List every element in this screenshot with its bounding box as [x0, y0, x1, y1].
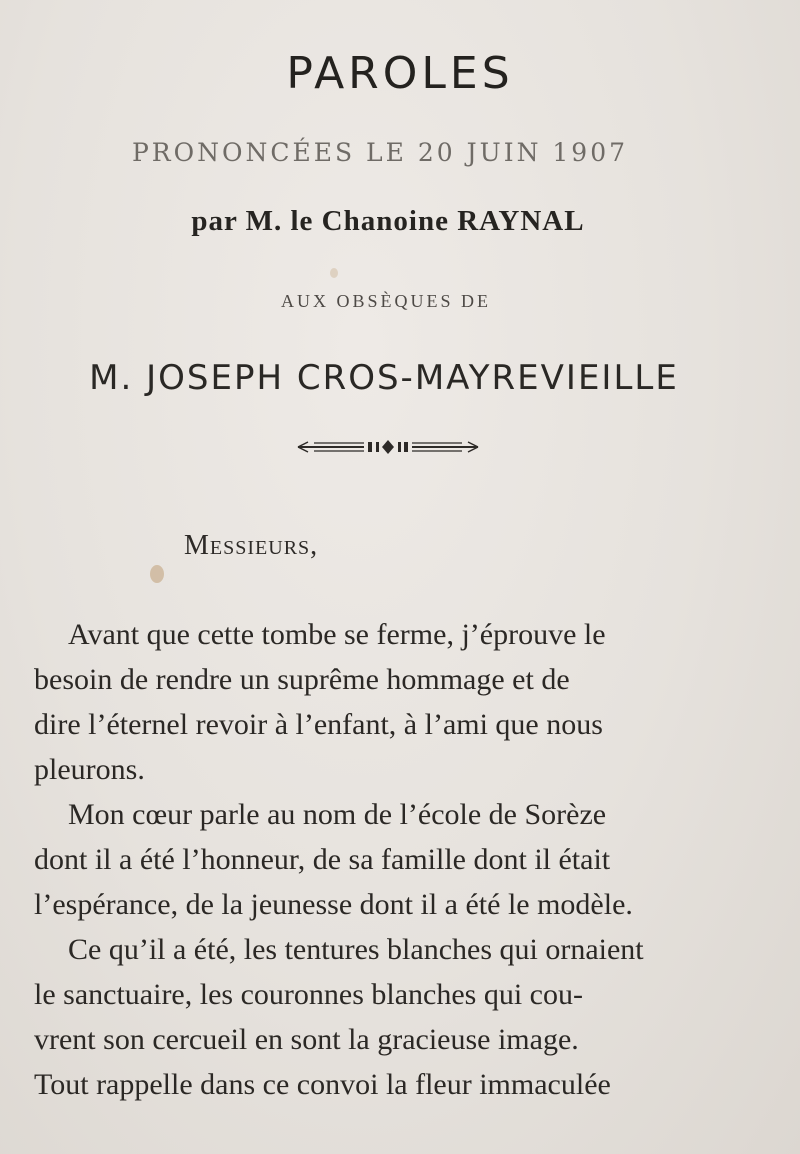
text-line: Tout rappelle dans ce convoi la fleur immaculée: [34, 1068, 611, 1101]
occasion-line: AUX OBSÈQUES DE: [280, 291, 491, 311]
text-line: dont il a été l’honneur, de sa famille dont il était: [34, 843, 611, 876]
fleuron-ornament-icon: [294, 436, 482, 458]
document-title: PAROLES: [286, 48, 514, 99]
text-line: vrent son cercueil en sont la gracieuse image.: [34, 1023, 579, 1056]
text-line: Avant que cette tombe se ferme, j’éprouve le: [68, 618, 606, 651]
speaker-line: par M. le Chanoine RAYNAL: [191, 205, 585, 237]
salutation: [184, 530, 318, 562]
text-line: pleurons.: [34, 753, 145, 786]
text-line: besoin de rendre un suprême hommage et de: [34, 663, 570, 696]
text-line: le sanctuaire, les couronnes blanches qui cou-: [34, 978, 583, 1011]
document-subtitle: PRONONCÉES LE 20 JUIN 1907: [131, 138, 629, 167]
paper-stain: [150, 565, 164, 583]
salutation-initial: M: [184, 530, 210, 561]
paragraph: [34, 612, 754, 792]
speech-body: [34, 612, 754, 1107]
paper-stain: [330, 268, 338, 278]
salutation-rest: ESSIEURS: [209, 537, 311, 559]
text-line: dire l’éternel revoir à l’enfant, à l’ami que nous: [34, 708, 603, 741]
deceased-name: M. JOSEPH CROS-MAYREVIEILLE: [89, 358, 679, 398]
text-line: Mon cœur parle au nom de l’école de Sorèze: [68, 798, 607, 831]
paragraph: [34, 927, 754, 1107]
paragraph: [34, 792, 754, 927]
text-line: Ce qu’il a été, les tentures blanches qui ornaient: [68, 933, 644, 966]
salutation-punct: ,: [310, 530, 319, 561]
text-line: l’espérance, de la jeunesse dont il a été le modèle.: [34, 888, 633, 921]
